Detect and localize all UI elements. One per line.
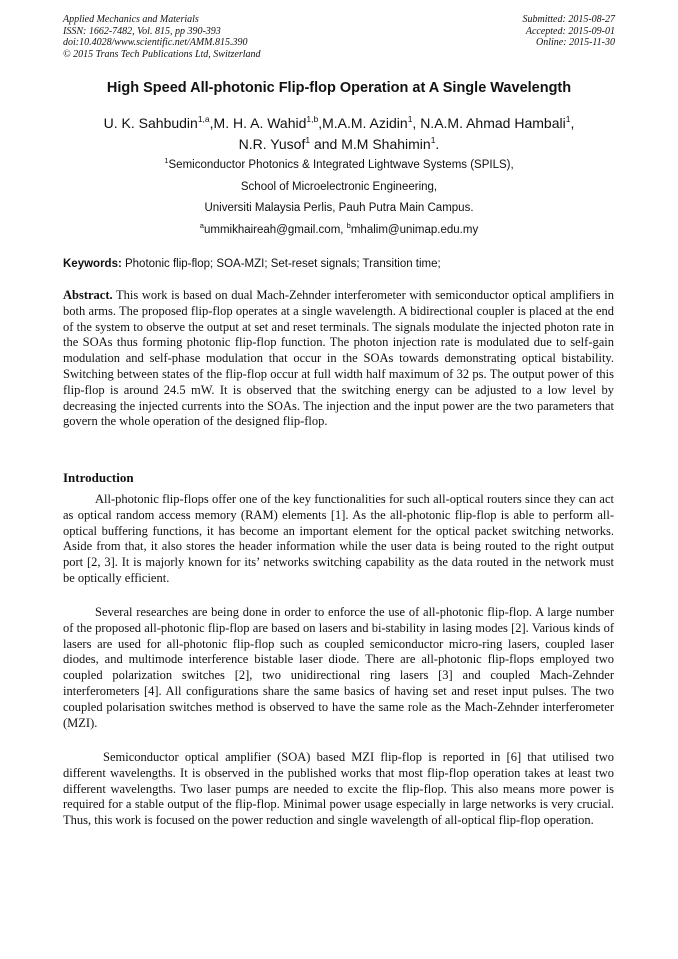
affiliation-block xyxy=(40,155,638,241)
author-affiliation-mark: 1 xyxy=(430,135,436,145)
intro-paragraph-1: All-photonic flip-flops offer one of the key functionalities for such all-optical routers since they can act as optical random access memory (RAM) elements [1]. As the all-photonic flip-flop is able to perform all-optical buffering functions, it has become an important element for the optical packet switching networks. Aside from that, it also stores the header information while the user data is being routed to the right output port [2, 3]. It is majorly known for its’ networks switching capability as the data routed in the network must be optically efficient. xyxy=(63,492,614,585)
author-affiliation-mark: 1 xyxy=(305,135,311,145)
author-list xyxy=(50,113,628,155)
keywords-line xyxy=(63,258,615,270)
keywords-text: Photonic flip-flop; SOA-MZI; Set-reset signals; Transition time; xyxy=(121,258,441,270)
submitted-date: Submitted: 2015-08-27 xyxy=(522,14,615,25)
author-name: U. K. Sahbudin xyxy=(103,115,198,131)
email-mark: a xyxy=(199,220,204,230)
keywords-label: Keywords: xyxy=(63,258,122,270)
affiliation-university: Universiti Malaysia Perlis, Pauh Putra Main Campus. xyxy=(204,202,474,214)
intro-paragraph-3: Semiconductor optical amplifier (SOA) based MZI flip-flop is reported in [6] that utilised two different wavelengths. It is observed in the published works that most flip-flop operation takes at least two different wavelengths. Two laser pumps are needed to excite the flip-flop. This also means more power is required for a stable output of the flip-flop. Minimal power usage especially in large networks is very crucial. Thus, this work is focused on the power reduction and single wavelength of all-optical flip-flop operation. xyxy=(63,750,614,828)
email-address: ummikhaireah@gmail.com, xyxy=(203,223,347,236)
online-date: Online: 2015-11-30 xyxy=(536,37,615,48)
email-mark: b xyxy=(346,220,351,230)
author-terminator: . xyxy=(435,136,440,152)
affiliation-line xyxy=(40,155,638,177)
journal-issn: ISSN: 1662-7482, Vol. 815, pp 390-393 xyxy=(63,25,221,37)
journal-header xyxy=(63,14,261,60)
author-affiliation-mark: 1 xyxy=(565,114,571,124)
email-address: mhalim@unimap.edu.my xyxy=(350,223,479,236)
author-separator: , xyxy=(570,115,575,131)
affiliation-lab: Semiconductor Photonics & Integrated Lightwave Systems (SPILS), xyxy=(168,159,514,171)
journal-copyright: © 2015 Trans Tech Publications Ltd, Switzerland xyxy=(63,48,261,60)
author-affiliation-mark: 1,a xyxy=(197,114,210,124)
author-affiliation-mark: 1,b xyxy=(306,114,319,124)
abstract-label: Abstract. xyxy=(63,288,113,302)
author-affiliation-mark: 1 xyxy=(407,114,413,124)
paper-title: High Speed All-photonic Flip-flop Operation at A Single Wavelength xyxy=(106,80,572,96)
section-heading-introduction: Introduction xyxy=(63,470,134,485)
email-line xyxy=(40,220,638,242)
affiliation-school: School of Microelectronic Engineering, xyxy=(240,180,438,193)
intro-paragraph-2: Several researches are being done in order to enforce the use of all-photonic flip-flop. A large number of the proposed all-photonic flip-flop are based on lasers and bi-stability in lasing modes [2]. Various kinds of lasers are used for all-photonic flip-flop such as coupled semiconductor micro-ring lasers, coupled laser diodes, and multimode interference bistable laser diode. There are all-photonic flip-flops employed two coupled polarization switches [2], two unidirectional ring lasers [3] and coupled Mach-Zehnder interferometers [4]. All configurations share the same basics of having set and reset input pulses. The two coupled polarisation switches method is observed to have the same role as the Mach-Zehnder interferometer (MZI). xyxy=(63,605,614,730)
author-name: ,M. H. A. Wahid xyxy=(209,115,307,131)
author-name: and M.M Shahimin xyxy=(310,136,431,152)
affiliation-mark: 1 xyxy=(164,156,169,165)
abstract-paragraph xyxy=(63,288,614,430)
journal-doi: doi:10.4028/www.scientific.net/AMM.815.390 xyxy=(63,37,248,48)
author-name: N.R. Yusof xyxy=(238,136,306,152)
author-name: ,M.A.M. Azidin xyxy=(318,115,408,131)
submission-dates xyxy=(523,14,616,49)
journal-name: Applied Mechanics and Materials xyxy=(63,14,199,25)
accepted-date: Accepted: 2015-09-01 xyxy=(525,25,615,37)
abstract-text: This work is based on dual Mach-Zehnder interferometer with semiconductor optical amplifiers in both arms. The proposed flip-flop operates at a single wavelength. A bidirectional coupler is placed at the end of the system to observe the output at set and reset terminals. The signals modulate the injected photon rate in the SOAs thus forming photonic flip-flop function. The photon injection rate is modulated due to self-gain modulation and self-phase modulation that occur in the SOAs towards demonstrating optical bistability. Switching between states of the flip-flop occur at full width half maximum of 32 ps. The output power of this flip-flop is around 24.5 mW. It is observed that the switching energy can be adjusted to a low level by decreasing the injected currents into the SOAs. The injection and the input power are the two parameters that govern the whole operation of the designed flip-flop. xyxy=(63,288,614,429)
author-name: , N.A.M. Ahmad Hambali xyxy=(412,115,566,131)
